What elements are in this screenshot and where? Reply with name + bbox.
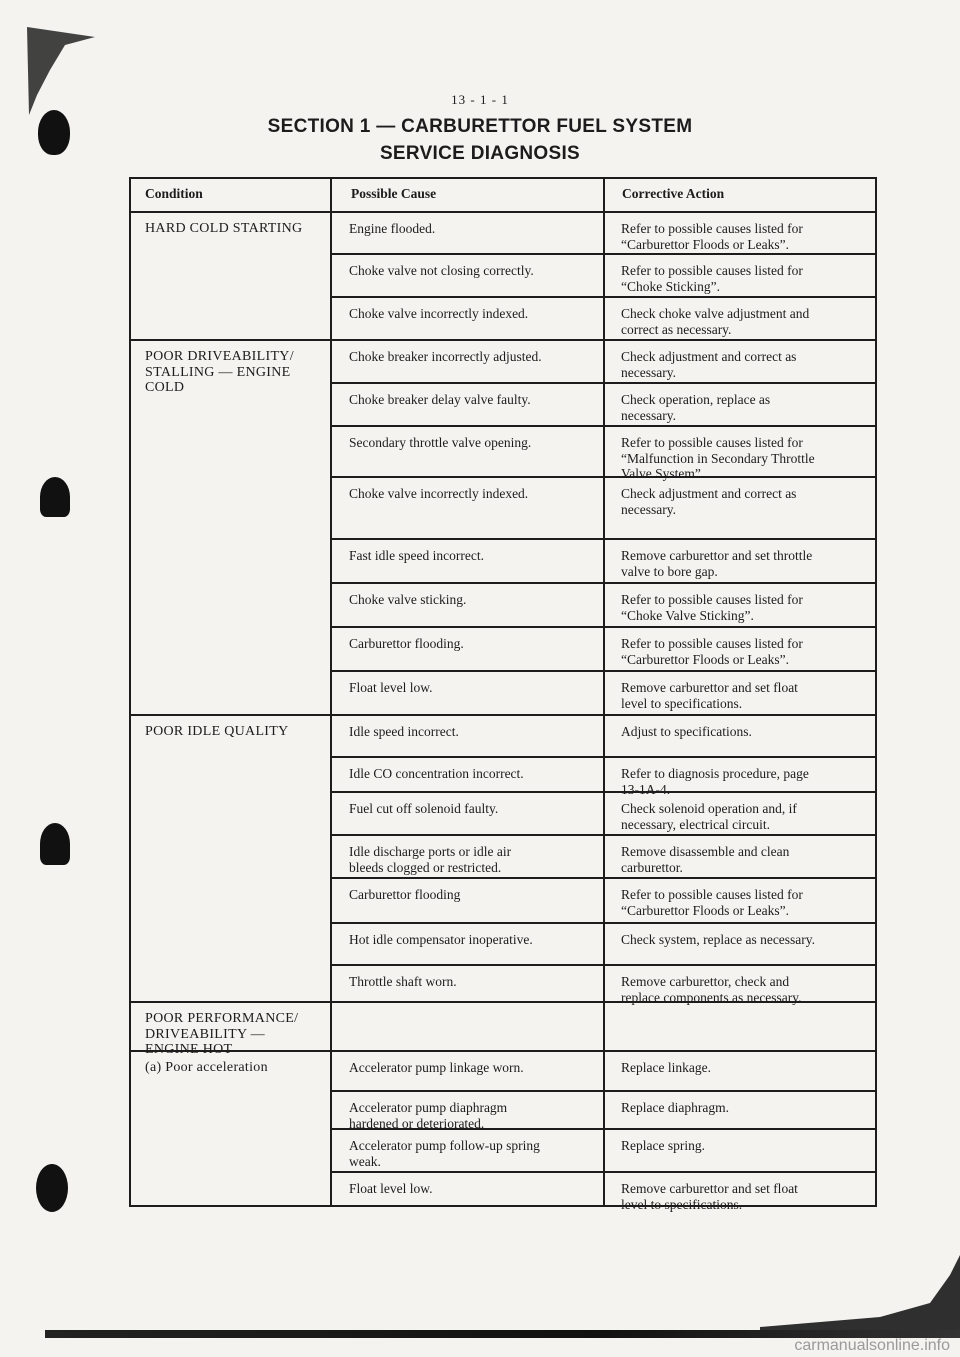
condition-cell: (a) Poor acceleration	[145, 1060, 268, 1075]
condition-cell: POOR PERFORMANCE/ DRIVEABILITY — ENGINE HOT	[145, 1011, 299, 1057]
condition-cell: POOR DRIVEABILITY/ STALLING — ENGINE COLD	[145, 349, 294, 395]
possible-cause-cell: Choke valve incorrectly indexed.	[349, 486, 529, 501]
row-separator	[330, 253, 877, 255]
corrective-action-cell: Refer to possible causes listed for “Choke Sticking”.	[621, 263, 803, 294]
row-separator	[330, 538, 877, 540]
corrective-action-cell: Remove carburettor, check and replace components as necessary.	[621, 974, 802, 1005]
possible-cause-cell: Choke valve sticking.	[349, 592, 467, 607]
table-header-rule	[129, 211, 877, 213]
section-subtitle: SERVICE DIAGNOSIS	[379, 143, 581, 164]
diagnosis-table	[129, 177, 877, 1212]
corrective-action-cell: Refer to diagnosis procedure, page 13-1A-4.	[621, 766, 809, 797]
possible-cause-cell: Idle discharge ports or idle air bleeds clogged or restricted.	[349, 844, 512, 875]
punch-hole-1	[38, 110, 70, 155]
corrective-action-cell: Check adjustment and correct as necessary.	[621, 486, 797, 517]
punch-hole-4	[36, 1164, 68, 1212]
possible-cause-cell: Idle speed incorrect.	[349, 724, 459, 739]
possible-cause-cell: Carburettor flooding.	[349, 636, 464, 651]
possible-cause-cell: Hot idle compensator inoperative.	[349, 932, 533, 947]
punch-hole-2	[40, 477, 70, 517]
possible-cause-cell: Float level low.	[349, 1181, 433, 1196]
row-separator	[330, 922, 877, 924]
row-separator	[330, 382, 877, 384]
corrective-action-cell: Replace spring.	[621, 1138, 705, 1153]
row-separator	[330, 1171, 877, 1173]
possible-cause-cell: Choke breaker delay valve faulty.	[349, 392, 531, 407]
row-separator	[330, 626, 877, 628]
possible-cause-cell: Choke breaker incorrectly adjusted.	[349, 349, 542, 364]
row-separator	[129, 339, 877, 341]
table-right-border	[875, 177, 877, 1207]
corrective-action-cell: Check operation, replace as necessary.	[621, 392, 771, 423]
possible-cause-cell: Engine flooded.	[349, 221, 436, 236]
possible-cause-cell: Accelerator pump follow-up spring weak.	[349, 1138, 540, 1169]
watermark: carmanualsonline.info	[794, 1337, 950, 1354]
row-separator	[330, 834, 877, 836]
possible-cause-cell: Fast idle speed incorrect.	[349, 548, 484, 563]
row-separator	[330, 296, 877, 298]
condition-cell: HARD COLD STARTING	[145, 221, 303, 236]
row-separator	[330, 1090, 877, 1092]
corrective-action-cell: Remove carburettor and set throttle valve to bore gap.	[621, 548, 813, 579]
corrective-action-cell: Replace linkage.	[621, 1060, 711, 1075]
scan-corner-artifact	[25, 25, 95, 115]
possible-cause-cell: Accelerator pump linkage worn.	[349, 1060, 524, 1075]
column-divider-1	[330, 177, 332, 1207]
corrective-action-cell: Replace diaphragm.	[621, 1100, 729, 1115]
row-separator	[129, 714, 877, 716]
row-separator	[330, 425, 877, 427]
corrective-action-cell: Remove carburettor and set float level to specifications.	[621, 1181, 798, 1212]
row-separator	[330, 756, 877, 758]
corrective-action-cell: Remove carburettor and set float level to specifications.	[621, 680, 798, 711]
corrective-action-cell: Refer to possible causes listed for “Choke Valve Sticking”.	[621, 592, 803, 623]
possible-cause-cell: Float level low.	[349, 680, 433, 695]
corrective-action-cell: Refer to possible causes listed for “Carburettor Floods or Leaks”.	[621, 636, 803, 667]
corrective-action-cell: Refer to possible causes listed for “Malfunction in Secondary Throttle Valve System”.	[621, 435, 815, 481]
possible-cause-cell: Throttle shaft worn.	[349, 974, 457, 989]
corrective-action-cell: Check solenoid operation and, if necessary, electrical circuit.	[621, 801, 797, 832]
header-possible-cause: Possible Cause	[351, 186, 437, 201]
header-condition: Condition	[145, 186, 203, 201]
row-separator	[330, 877, 877, 879]
possible-cause-cell: Accelerator pump diaphragm hardened or deteriorated.	[349, 1100, 508, 1131]
possible-cause-cell: Carburettor flooding	[349, 887, 461, 902]
corrective-action-cell: Check adjustment and correct as necessary.	[621, 349, 797, 380]
corrective-action-cell: Refer to possible causes listed for “Carburettor Floods or Leaks”.	[621, 221, 803, 252]
corrective-action-cell: Check choke valve adjustment and correct as necessary.	[621, 306, 810, 337]
table-top-border	[129, 177, 877, 179]
possible-cause-cell: Choke valve not closing correctly.	[349, 263, 534, 278]
table-left-border	[129, 177, 131, 1207]
possible-cause-cell: Idle CO concentration incorrect.	[349, 766, 524, 781]
page-number: 13 - 1 - 1	[451, 92, 509, 107]
column-divider-2	[603, 177, 605, 1207]
row-separator	[330, 964, 877, 966]
row-separator	[330, 582, 877, 584]
scan-edge-artifact	[760, 1255, 960, 1330]
possible-cause-cell: Choke valve incorrectly indexed.	[349, 306, 529, 321]
corrective-action-cell: Check system, replace as necessary.	[621, 932, 816, 947]
possible-cause-cell: Fuel cut off solenoid faulty.	[349, 801, 499, 816]
corrective-action-cell: Remove disassemble and clean carburettor.	[621, 844, 790, 875]
condition-cell: POOR IDLE QUALITY	[145, 724, 289, 739]
corrective-action-cell: Refer to possible causes listed for “Carburettor Floods or Leaks”.	[621, 887, 803, 918]
section-title: SECTION 1 — CARBURETTOR FUEL SYSTEM	[267, 116, 693, 137]
row-separator	[330, 670, 877, 672]
punch-hole-3	[40, 823, 70, 865]
possible-cause-cell: Secondary throttle valve opening.	[349, 435, 532, 450]
corrective-action-cell: Adjust to specifications.	[621, 724, 752, 739]
header-corrective-action: Corrective Action	[622, 186, 725, 201]
